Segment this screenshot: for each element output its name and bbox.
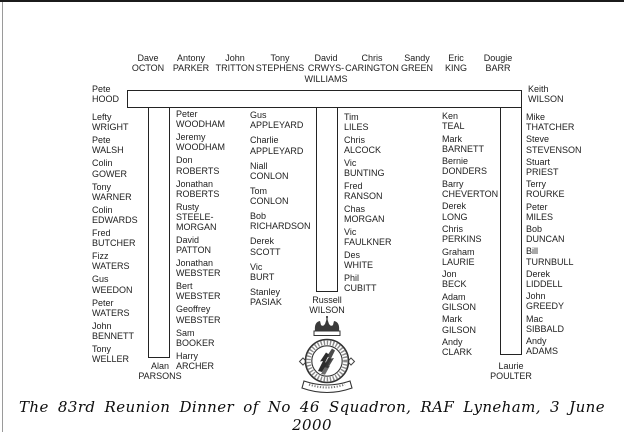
seat-name: Jon BECK [442,269,467,290]
seat-name: Rusty STEELE-MORGAN [176,201,217,233]
seat-name: Fred RANSON [344,181,383,202]
seat-name: Mac SIBBALD [526,313,565,334]
seat-name: Barry CHEVERTON [442,178,499,200]
seat-name: Pete WALSH [92,135,124,156]
seat-name: Chris PERKINS [442,223,482,245]
column-outer-right [526,112,590,358]
seat-name: Phil CUBITT [344,273,377,294]
seat-name: Tim LILES [344,112,369,133]
head-guest: Tony STEPHENS [255,53,305,74]
head-guest: Chris CARINGTON [345,53,399,74]
seat-name: Terry ROURKE [526,179,565,200]
page-top-border [0,0,624,2]
page-left-border [2,2,3,432]
seat-name: Charlie APPLEYARD [250,135,304,156]
seat-name: Derek LONG [442,201,468,222]
seat-name: Adam GILSON [442,291,477,313]
seat-name-keith-wilson: Keith WILSON [528,84,564,105]
column-sprig1-right [176,109,240,374]
seat-name: Fizz WATERS [92,251,130,272]
seat-name: Chris ALCOCK [344,135,382,156]
seat-name: Lefty WRIGHT [92,112,129,133]
seat-name: Mark GILSON [442,314,477,335]
seat-name: Gus APPLEYARD [250,110,304,131]
seat-name: Andy ADAMS [526,335,559,357]
seat-name: Derek LIDDELL [526,268,563,290]
seat-name-alan-parsons: Alan PARSONS [138,361,182,382]
seat-name: Vic BUNTING [344,158,385,179]
column-outer-left [92,112,156,367]
column-sprig2-left [250,110,314,312]
seat-name: Jonathan ROBERTS [176,178,220,199]
seat-name: Peter MILES [526,201,554,222]
seat-name: Jonathan WEBSTER [176,257,221,279]
seat-name: Colin GOWER [92,158,127,179]
column-sprig3-left [442,111,506,360]
seat-name: Bill TURNBULL [526,246,574,267]
seat-name: Geoffrey WEBSTER [176,304,221,325]
head-guest: Eric KING [444,53,467,74]
seat-name: Niall CONLON [250,160,289,181]
head-table [127,90,522,108]
seat-name: Mike THATCHER [526,112,575,133]
seat-name: Peter WATERS [92,297,130,318]
seat-name: Bert WEBSTER [176,281,221,302]
seat-name: Tom CONLON [250,185,289,207]
seat-name: Chas MORGAN [344,204,385,225]
seat-name: Stuart PRIEST [526,156,559,178]
seat-name: Harry ARCHER [176,350,215,371]
seat-name-laurie-poulter: Laurie POULTER [490,361,532,382]
event-caption: The 83rd Reunion Dinner of No 46 Squadron, RAF Lyneham, 3 June 2000 [19,398,605,434]
seat-name: John GREEDY [526,291,565,312]
seat-name: Steve STEVENSON [526,134,582,155]
seat-name: Derek SCOTT [250,236,281,257]
seat-name: Fred BUTCHER [92,227,136,249]
seat-name: Stanley PASIAK [250,287,282,308]
seat-name: David PATTON [176,234,212,256]
seat-name: Des WHITE [344,250,373,271]
column-sprig2-right [344,112,408,296]
head-guest: John TRITTON [215,53,255,74]
seat-name: Don ROBERTS [176,155,220,176]
seat-name: John BENNETT [92,320,135,341]
seat-name: Mark BARNETT [442,133,485,154]
seat-name: Ken TEAL [442,111,465,132]
seat-name: Tony WARNER [92,181,132,202]
seat-name: Bernie DONDERS [442,156,488,177]
seat-name-russell-wilson: Russell WILSON [309,295,345,316]
seat-name: Vic FAULKNER [344,227,392,248]
seat-name: Tony WELLER [92,343,130,365]
head-guest: Dave OCTON [131,53,165,74]
head-guest: Antony PARKER [172,53,210,74]
seat-name: Andy CLARK [442,336,473,358]
seat-name: Colin EDWARDS [92,204,138,226]
seat-name: Vic BURT [250,261,275,283]
head-guest: David CRWYS-WILLIAMS [304,53,348,84]
seat-name: Peter WOODHAM [176,109,225,130]
seat-name: Bob DUNCAN [526,223,565,245]
head-guest: Sandy GREEN [400,53,433,74]
seat-name-pete-hood: Pete HOOD [92,84,119,105]
raf-squadron-crest-icon [287,315,367,397]
seat-name: Jeremy WOODHAM [176,132,225,153]
seat-name: Sam BOOKER [176,327,215,348]
head-guest: Dougie BARR [483,53,513,74]
sprig-table-2 [316,107,338,292]
seat-name: Gus WEEDON [92,274,133,295]
seat-name: Graham LAURIE [442,246,475,267]
seat-name: Bob RICHARDSON [250,211,311,232]
